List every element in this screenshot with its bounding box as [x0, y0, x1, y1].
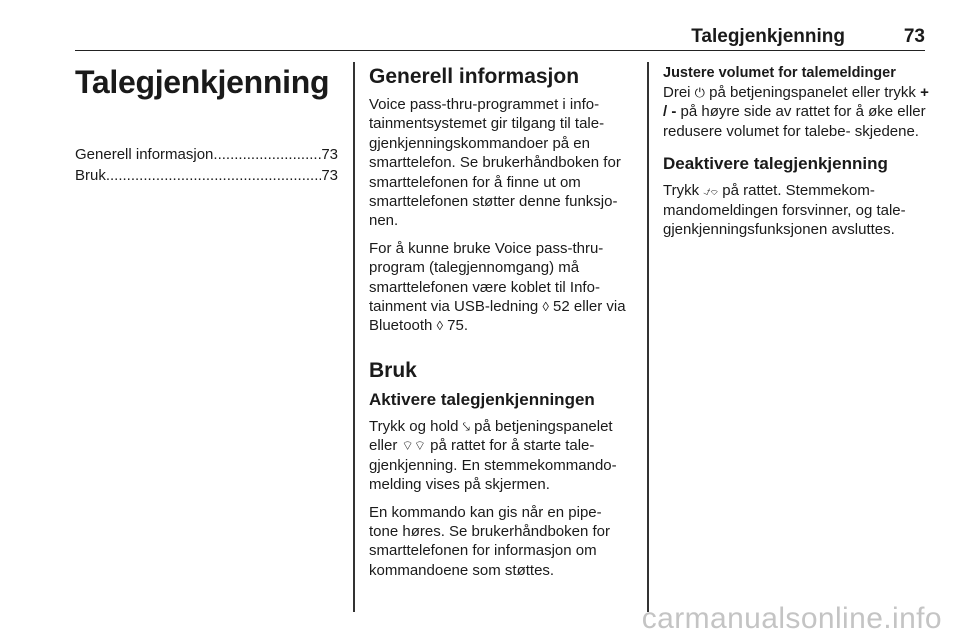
paragraph: Drei ⏻ på betjeningspanelet eller trykk + / - på høyre side av rattet for å øke eller redusere volumet for talebe- skjedene. — [663, 84, 929, 140]
subheading-activate: Aktivere talegjenkjenningen — [369, 389, 595, 409]
toc-leader — [213, 144, 321, 165]
end-call-icon: ⍻⌔ — [703, 183, 719, 199]
chapter-title: Talegjenkjenning — [75, 64, 330, 100]
header-title: Talegjenkjenning — [691, 26, 845, 47]
phone-icon: ⤥ — [462, 418, 470, 434]
page-reference-icon: ◊ — [436, 318, 443, 334]
paragraph: Voice pass-thru-programmet i info- tainmentsystemet gir tilgang til tale- gjenkjenningskommandoer på en smarttelefon. Se brukerhåndboken for smarttelefonen for å finne ut om smarttelefonen støtter denne funksjo- nen. — [369, 96, 621, 230]
column-divider-1 — [353, 62, 355, 612]
column-3 — [663, 64, 929, 247]
toc-item-general[interactable] — [75, 144, 338, 165]
column-2 — [369, 64, 633, 588]
toc-item-use[interactable] — [75, 165, 338, 186]
paragraph: Trykk og hold ⤥ på betjeningspanelet eller ⌔⌔ på rattet for å starte tale- gjenkjenning. En stemmekommando- melding vises på skjermen. — [369, 417, 617, 494]
steering-voice-icon: ⌔⌔ — [401, 438, 426, 454]
toc-leader — [106, 165, 321, 186]
subheading-deactivate: Deaktivere talegjenkjenning — [663, 154, 888, 174]
watermark: carmanualsonline.info — [641, 602, 942, 635]
section-heading-use: Bruk — [369, 358, 417, 382]
subheading-volume: Justere volumet for talemeldinger — [663, 65, 896, 81]
toc-label: Bruk — [75, 167, 106, 184]
paragraph: For å kunne bruke Voice pass-thru- program (talegjennomgang) må smarttelefonen være koblet til Info- tainment via USB-ledning ◊ 52 eller via Bluetooth ◊ 75. — [369, 239, 626, 335]
paragraph: En kommando kan gis når en pipe- tone høres. Se brukerhåndboken for smarttelefonen for informasjon om kommandoene som støttes. — [369, 503, 610, 579]
toc-page: 73 — [321, 167, 338, 184]
toc-label: Generell informasjon — [75, 146, 214, 163]
toc-page: 73 — [321, 146, 338, 163]
page-reference-icon: ◊ — [542, 299, 549, 315]
page-number: 73 — [903, 26, 925, 47]
power-knob-icon: ⏻ — [694, 85, 705, 100]
page-header — [75, 26, 925, 51]
paragraph: Trykk ⍻⌔ på rattet. Stemmekom- mandomeldingen forsvinner, og tale- gjenkjenningsfunksjonen avsluttes. — [663, 182, 906, 239]
column-1 — [75, 64, 338, 186]
section-heading-general: Generell informasjon — [369, 65, 580, 88]
plus-minus-label: + / - — [663, 84, 929, 121]
column-divider-2 — [647, 62, 649, 612]
table-of-contents — [75, 144, 338, 186]
